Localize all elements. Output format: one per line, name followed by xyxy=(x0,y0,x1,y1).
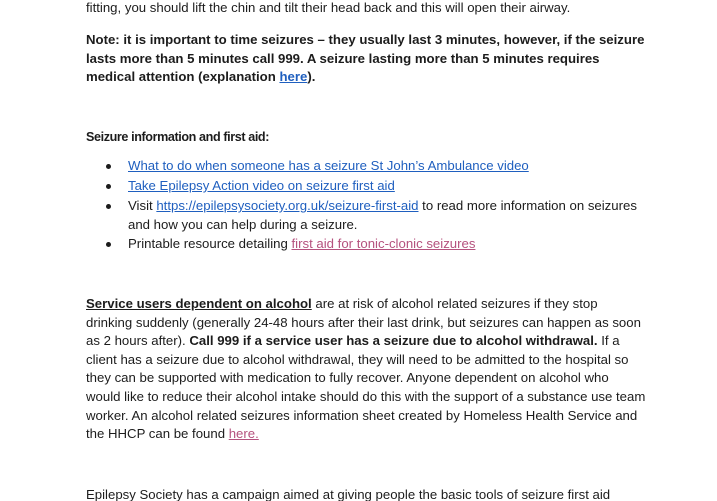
list-item-text: Printable resource detailing xyxy=(128,236,292,251)
note-text: Note: it is important to time seizures – they usually last 3 minutes, however, if the seizure lasts more than 5 minutes call 999. A seizure lasting more than 5 minutes requires medical attention (explanation xyxy=(86,32,645,85)
alcohol-text: are at risk of alcohol related seizures if they stop drinking suddenly (generally 24-48 hours after their last drink, but seizures can happen as soon as 2 hours after). xyxy=(86,296,641,349)
list-item-text: to read more information on seizures and how you can help during a seizure. xyxy=(128,198,637,232)
list-item xyxy=(106,156,646,176)
first-aid-heading: Seizure information and first aid: xyxy=(86,130,270,144)
alcohol-info-sheet-link[interactable]: here. xyxy=(228,426,259,442)
list-item xyxy=(106,176,646,196)
alcohol-text-continued: If a client has a seizure due to alcohol withdrawal, they will need to be admitted to the hospital so they can be supported with medication to fully recover. Anyone dependent on alcohol who would like to reduce their alcohol intake should do this with the support of a substance use team worker. An alcohol related seizures information sheet created by Homeless Health Service and the HHCP can be found xyxy=(86,333,646,442)
bullet-icon xyxy=(106,184,111,189)
first-aid-list xyxy=(106,156,646,254)
bullet-icon xyxy=(106,204,111,209)
alcohol-paragraph xyxy=(86,295,646,444)
tonic-clonic-resource-link[interactable]: first aid for tonic-clonic seizures xyxy=(291,236,476,251)
list-item xyxy=(106,196,646,234)
seizure-timing-note xyxy=(86,31,646,87)
epilepsy-action-video-link[interactable]: Take Epilepsy Action video on seizure first aid xyxy=(128,178,395,193)
explanation-link[interactable]: here xyxy=(279,69,308,85)
list-item-text: Visit xyxy=(128,198,157,213)
alcohol-call-999: Call 999 if a service user has a seizure due to alcohol withdrawal. xyxy=(189,333,598,349)
bullet-icon xyxy=(106,242,111,247)
airway-paragraph-end: fitting, you should lift the chin and tilt their head back and this will open their airway. xyxy=(86,0,571,15)
epilepsy-society-campaign-paragraph: Epilepsy Society has a campaign aimed at giving people the basic tools of seizure first aid xyxy=(86,487,611,501)
alcohol-lead: Service users dependent on alcohol xyxy=(86,296,312,311)
list-item xyxy=(106,234,646,254)
st-johns-video-link[interactable]: What to do when someone has a seizure St John’s Ambulance video xyxy=(128,158,529,173)
note-text-end: ). xyxy=(307,69,316,85)
epilepsy-society-link[interactable]: https://epilepsysociety.org.uk/seizure-first-aid xyxy=(156,198,419,213)
bullet-icon xyxy=(106,164,111,169)
